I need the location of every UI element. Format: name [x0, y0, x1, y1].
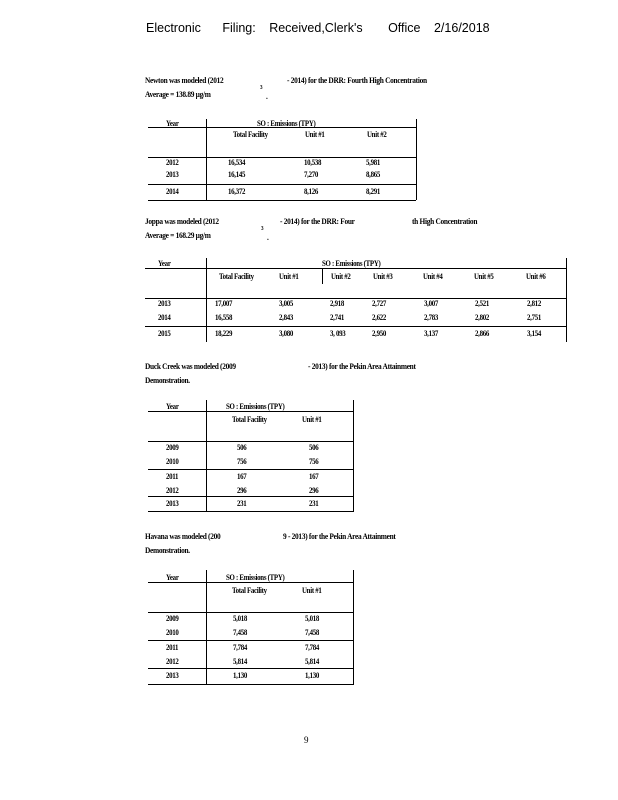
- havana-header-group: SO : Emissions (TPY): [226, 573, 285, 582]
- joppa-cell: 3,137: [424, 329, 439, 338]
- duck-cell-total: 506: [237, 443, 247, 452]
- newton-col-total: Total Facility: [233, 130, 268, 139]
- header-office: Office: [388, 21, 421, 35]
- havana-cell-unit1: 7,784: [305, 643, 320, 652]
- joppa-cell: 18,229: [215, 329, 233, 338]
- duck-col-total: Total Facility: [232, 415, 267, 424]
- header-electronic: Electronic: [146, 21, 201, 35]
- newton-para-dot: .: [266, 91, 268, 101]
- joppa-col-header: Unit #2: [331, 272, 351, 281]
- havana-cell-unit1: 7,458: [305, 628, 320, 637]
- newton-cell: 8,291: [366, 187, 381, 196]
- newton-cell: 16,145: [228, 170, 246, 179]
- newton-cell: 10,538: [304, 158, 322, 167]
- joppa-cell: 2,918: [330, 299, 345, 308]
- header-received: Received,Clerk's: [269, 21, 363, 35]
- joppa-header-group: SO : Emissions (TPY): [322, 259, 381, 268]
- duck-para-line1b: - 2013) for the Pekin Area Attainment: [308, 361, 416, 371]
- joppa-para-sup: 3: [261, 226, 264, 232]
- joppa-col-header: Total Facility: [219, 272, 254, 281]
- newton-row-year: 2014: [166, 187, 179, 196]
- havana-para-line1b: 9 - 2013) for the Pekin Area Attainment: [283, 531, 396, 541]
- newton-cell: 8,126: [304, 187, 319, 196]
- joppa-para-line1b: - 2014) for the DRR: Four: [280, 216, 355, 226]
- joppa-col-header: Unit #3: [373, 272, 393, 281]
- newton-header-year: Year: [166, 119, 179, 128]
- duck-col-unit1: Unit #1: [302, 415, 322, 424]
- joppa-cell: 2,950: [372, 329, 387, 338]
- joppa-cell: 2,727: [372, 299, 387, 308]
- joppa-cell: 2,741: [330, 313, 345, 322]
- joppa-cell: 3,005: [279, 299, 294, 308]
- joppa-cell: 2,783: [424, 313, 439, 322]
- newton-col-unit1: Unit #1: [305, 130, 325, 139]
- duck-cell-total: 756: [237, 457, 247, 466]
- duck-cell-unit1: 756: [309, 457, 319, 466]
- duck-cell-unit1: 506: [309, 443, 319, 452]
- havana-row-year: 2010: [166, 628, 179, 637]
- newton-cell: 5,981: [366, 158, 381, 167]
- joppa-cell: 3,007: [424, 299, 439, 308]
- joppa-cell: 2,802: [475, 313, 490, 322]
- duck-row-year: 2009: [166, 443, 179, 452]
- duck-cell-unit1: 231: [309, 499, 319, 508]
- newton-cell: 7,270: [304, 170, 319, 179]
- havana-col-unit1: Unit #1: [302, 586, 322, 595]
- joppa-para-line2: Average = 168.29 µg/m: [145, 230, 211, 240]
- joppa-col-header: Unit #5: [474, 272, 494, 281]
- havana-row-year: 2011: [166, 643, 179, 652]
- joppa-row-year: 2013: [158, 299, 171, 308]
- joppa-col-header: Unit #6: [526, 272, 546, 281]
- joppa-cell: 2,751: [527, 313, 542, 322]
- joppa-para-line1c: th High Concentration: [412, 216, 478, 226]
- duck-row-year: 2010: [166, 457, 179, 466]
- havana-header-year: Year: [166, 573, 179, 582]
- joppa-cell: 3, 093: [330, 329, 346, 338]
- havana-cell-unit1: 5,814: [305, 657, 320, 666]
- havana-cell-unit1: 1,130: [305, 671, 320, 680]
- duck-cell-total: 296: [237, 486, 247, 495]
- duck-row-year: 2013: [166, 499, 179, 508]
- header-filing: Filing:: [222, 21, 256, 35]
- joppa-row-year: 2014: [158, 313, 171, 322]
- newton-header-group: SO : Emissions (TPY): [257, 119, 316, 128]
- duck-row-year: 2011: [166, 472, 179, 481]
- havana-cell-total: 1,130: [233, 671, 248, 680]
- havana-cell-total: 7,458: [233, 628, 248, 637]
- duck-header-group: SO : Emissions (TPY): [226, 402, 285, 411]
- newton-cell: 8,865: [366, 170, 381, 179]
- newton-col-unit2: Unit #2: [367, 130, 387, 139]
- joppa-header-year: Year: [158, 259, 171, 268]
- newton-para-line1a: Newton was modeled (2012: [145, 75, 224, 85]
- havana-row-year: 2013: [166, 671, 179, 680]
- duck-cell-total: 231: [237, 499, 247, 508]
- header-date: 2/16/2018: [433, 21, 490, 35]
- page-number: 9: [304, 735, 309, 745]
- havana-cell-total: 5,018: [233, 614, 248, 623]
- filing-header: [146, 21, 490, 35]
- joppa-cell: 16,558: [215, 313, 233, 322]
- joppa-cell: 17,007: [215, 299, 233, 308]
- duck-row-year: 2012: [166, 486, 179, 495]
- joppa-cell: 3,154: [527, 329, 542, 338]
- havana-para-line1a: Havana was modeled (200: [145, 531, 221, 541]
- duck-header-year: Year: [166, 402, 179, 411]
- joppa-cell: 2,812: [527, 299, 542, 308]
- joppa-row-year: 2015: [158, 329, 171, 338]
- newton-row-year: 2012: [166, 158, 179, 167]
- havana-cell-total: 5,814: [233, 657, 248, 666]
- newton-para-line2: Average = 138.89 µg/m: [145, 89, 211, 99]
- duck-cell-unit1: 296: [309, 486, 319, 495]
- joppa-col-header: Unit #4: [423, 272, 443, 281]
- havana-col-total: Total Facility: [232, 586, 267, 595]
- joppa-para-dot: .: [267, 232, 269, 242]
- newton-cell: 16,372: [228, 187, 246, 196]
- newton-cell: 16,534: [228, 158, 246, 167]
- joppa-col-header: Unit #1: [279, 272, 299, 281]
- joppa-cell: 3,080: [279, 329, 294, 338]
- duck-para-line1a: Duck Creek was modeled (2009: [145, 361, 236, 371]
- duck-para-line2: Demonstration.: [145, 375, 190, 385]
- duck-cell-unit1: 167: [309, 472, 319, 481]
- havana-cell-unit1: 5,018: [305, 614, 320, 623]
- joppa-cell: 2,866: [475, 329, 490, 338]
- joppa-cell: 2,843: [279, 313, 294, 322]
- havana-row-year: 2009: [166, 614, 179, 623]
- newton-para-line1b: - 2014) for the DRR: Fourth High Concentration: [287, 75, 427, 85]
- newton-row-year: 2013: [166, 170, 179, 179]
- havana-para-line2: Demonstration.: [145, 545, 190, 555]
- havana-cell-total: 7,784: [233, 643, 248, 652]
- duck-cell-total: 167: [237, 472, 247, 481]
- joppa-cell: 2,622: [372, 313, 387, 322]
- havana-row-year: 2012: [166, 657, 179, 666]
- joppa-cell: 2,521: [475, 299, 490, 308]
- newton-para-sup: 3: [260, 85, 263, 91]
- joppa-para-line1a: Joppa was modeled (2012: [145, 216, 219, 226]
